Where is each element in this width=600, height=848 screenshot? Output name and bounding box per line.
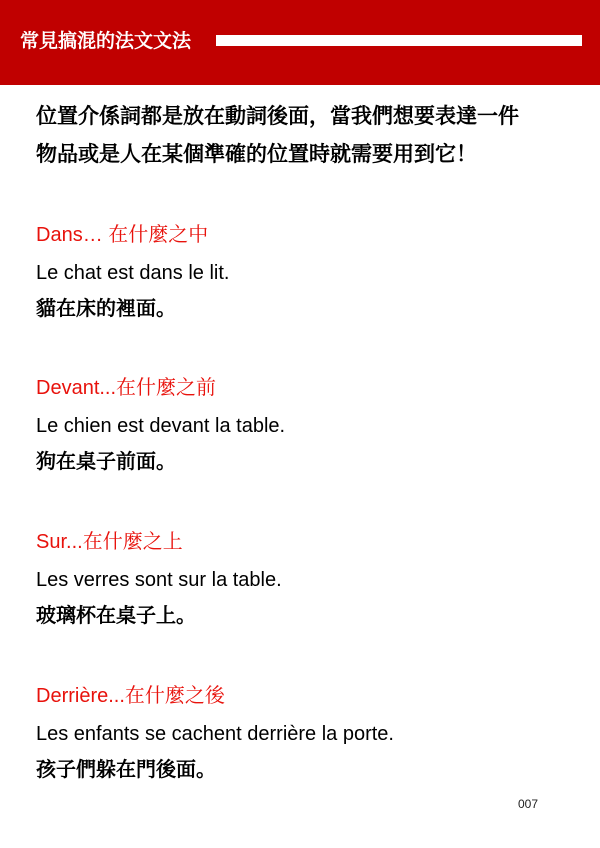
section-heading: Devant...在什麼之前 [36, 377, 217, 399]
section-sur [36, 528, 576, 630]
french-example: Les verres sont sur la table. [36, 569, 282, 591]
intro-line: 物品或是人在某個準確的位置時就需要用到它！ [36, 143, 477, 166]
header-banner [0, 0, 600, 85]
page-number: 007 [518, 797, 539, 811]
section-heading: Sur...在什麼之上 [36, 531, 183, 553]
chinese-translation: 孩子們躲在門後面。 [36, 759, 216, 781]
section-heading: Dans… 在什麼之中 [36, 224, 209, 246]
chinese-translation: 貓在床的裡面。 [36, 298, 176, 320]
french-example: Les enfants se cachent derrière la porte. [36, 723, 394, 745]
section-heading: Derrière...在什麼之後 [36, 685, 225, 707]
section-dans [36, 221, 576, 323]
document-title: 常見搞混的法文文法 [20, 30, 192, 52]
section-derriere [36, 682, 576, 784]
french-example: Le chat est dans le lit. [36, 262, 230, 284]
section-devant [36, 374, 576, 476]
chinese-translation: 玻璃杯在桌子上。 [36, 605, 196, 627]
chinese-translation: 狗在桌子前面。 [36, 451, 176, 473]
intro-line: 位置介係詞都是放在動詞後面，當我們想要表達一件 [36, 105, 519, 128]
header-rule [216, 35, 582, 46]
intro-paragraph [36, 98, 571, 174]
french-example: Le chien est devant la table. [36, 415, 286, 437]
